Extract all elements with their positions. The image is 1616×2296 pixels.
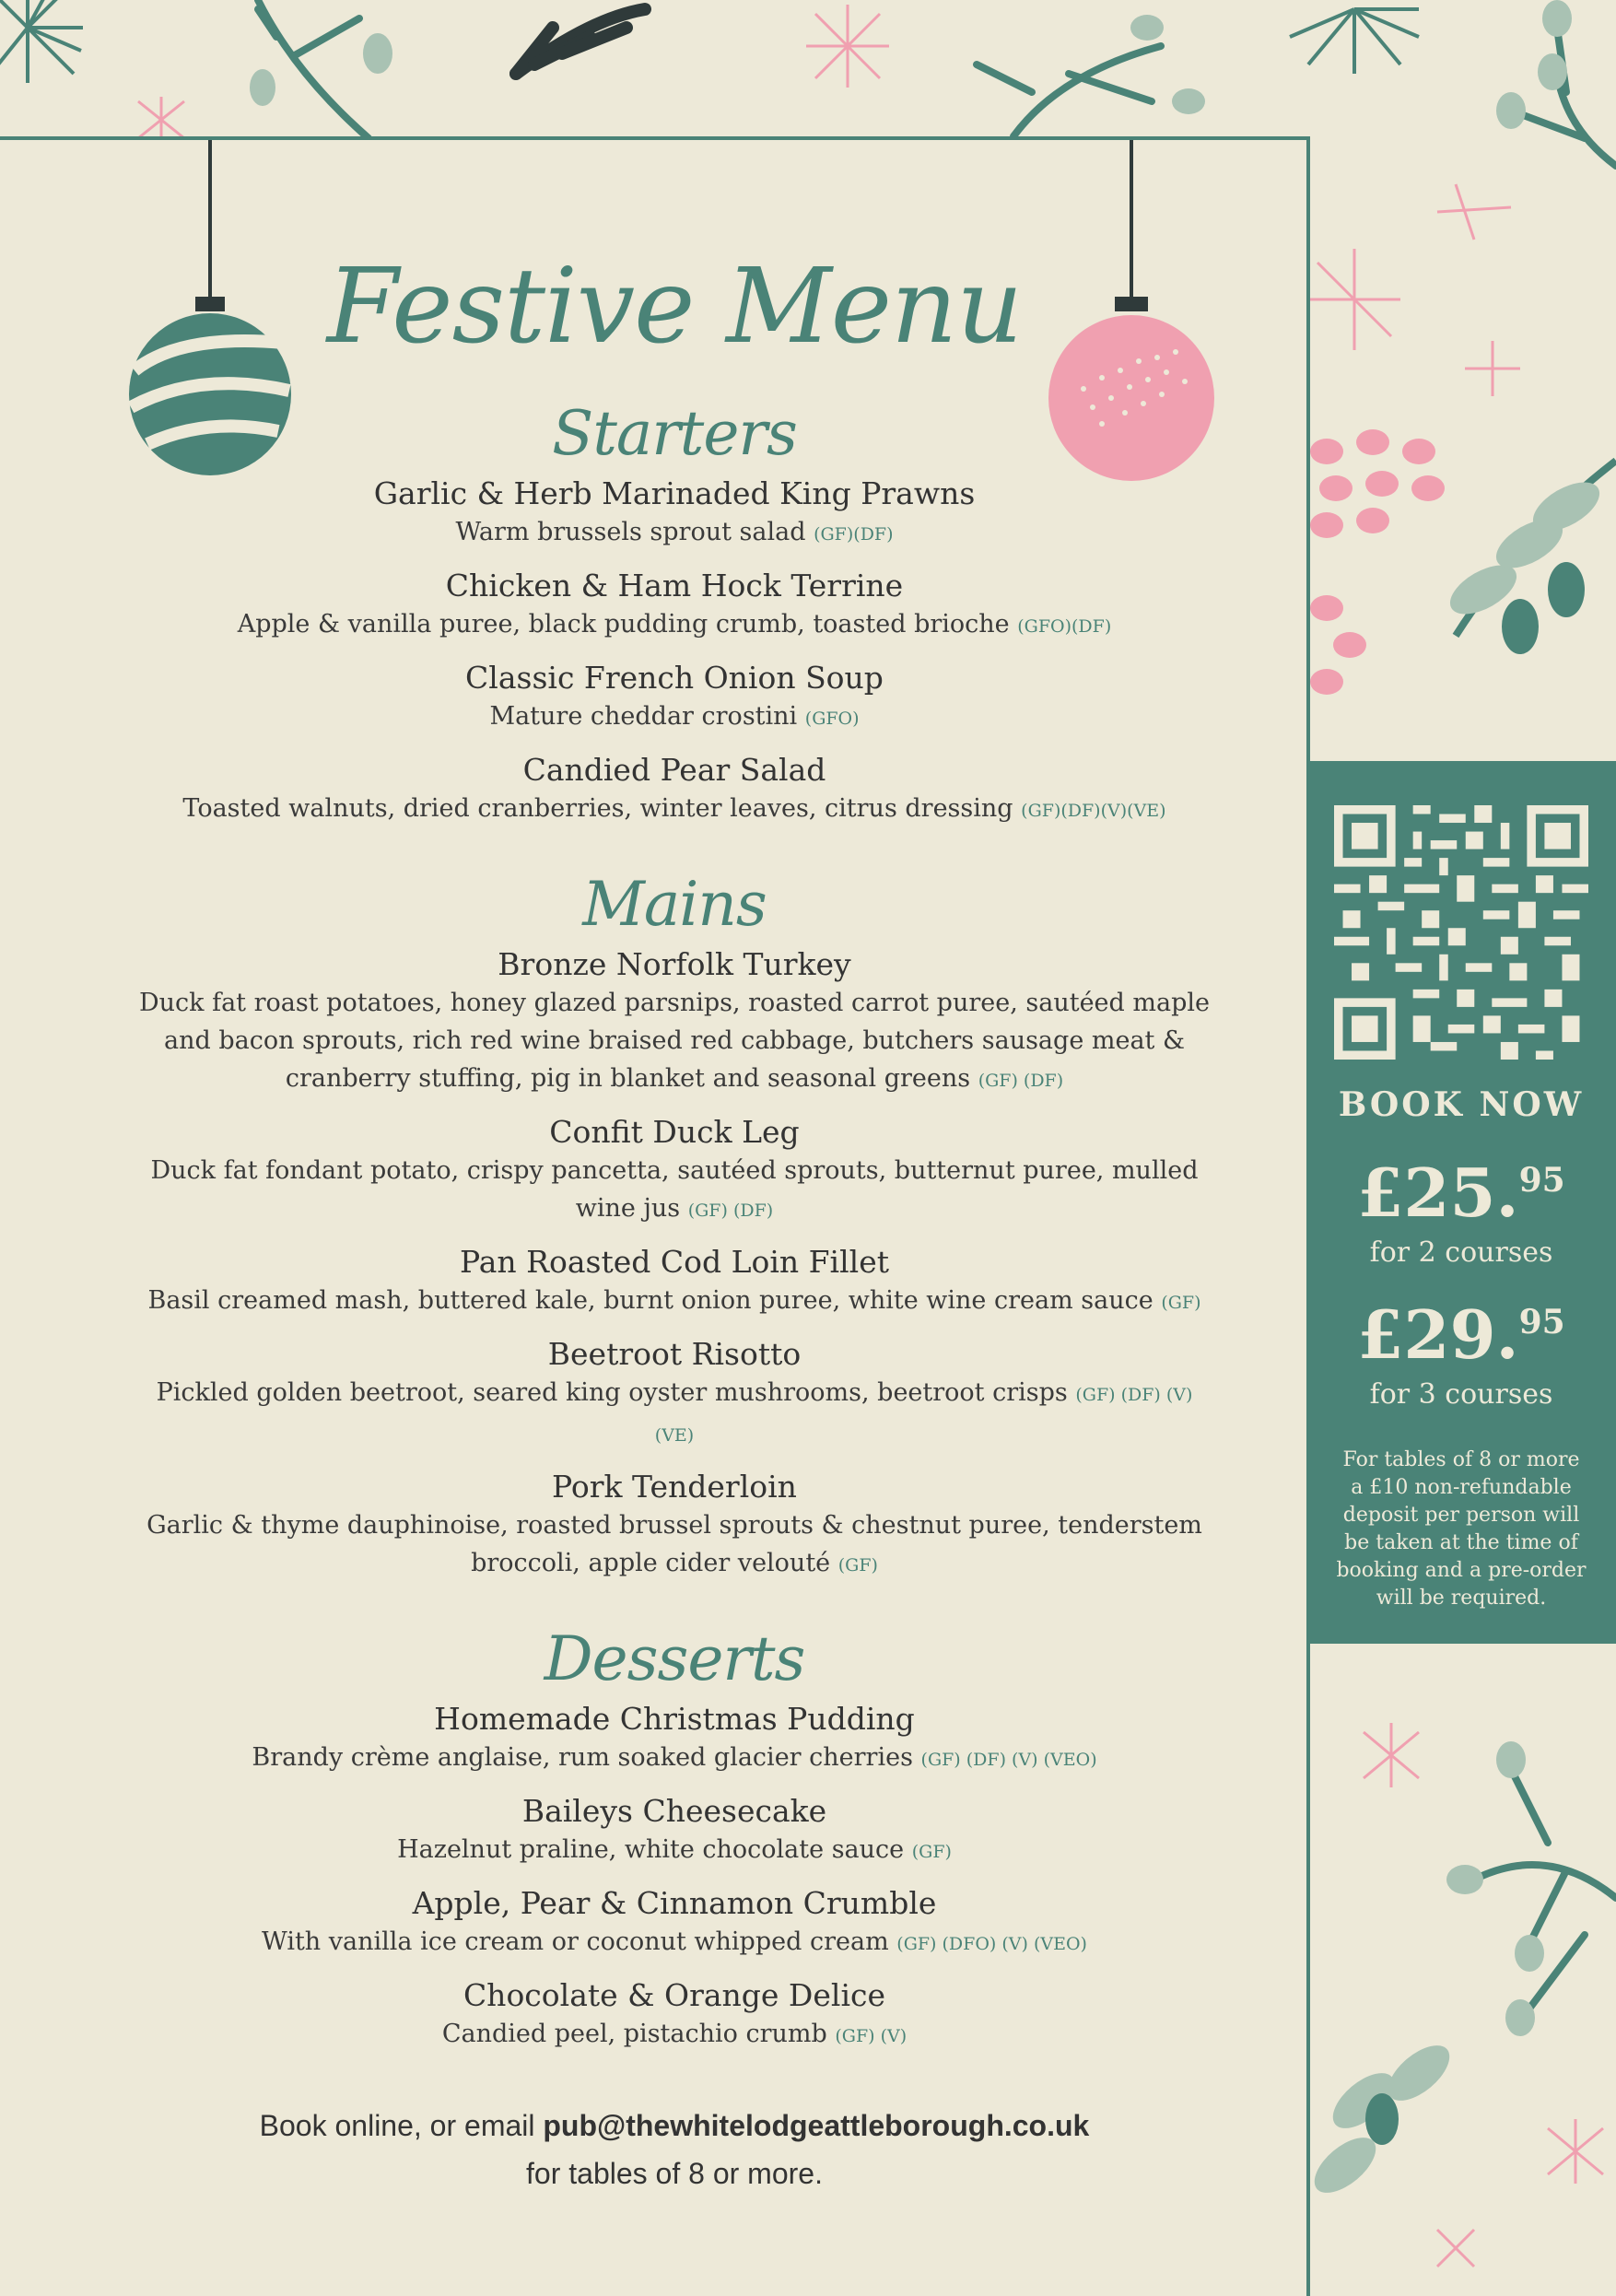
dish-description-text: Brandy crème anglaise, rum soaked glacier cherries — [252, 1743, 913, 1772]
dish-description-text: Garlic & thyme dauphinoise, roasted brussel sprouts & chestnut puree, tenderstem broccoli, apple cider velouté — [146, 1511, 1202, 1577]
dish-description — [111, 605, 1238, 646]
dish-name: Baileys Cheesecake — [521, 1793, 827, 1829]
menu-item — [111, 1884, 1238, 1963]
dietary-tags: (GF) — [911, 1842, 952, 1862]
three-courses-label: for 3 courses — [1369, 1378, 1553, 1411]
dietary-tags: (GF) (DFO) (V) (VEO) — [896, 1934, 1087, 1954]
price-two-pence: 95 — [1518, 1161, 1565, 1200]
dish-description — [111, 790, 1238, 830]
dish-description — [111, 1831, 1238, 1871]
dish-description-text: Basil creamed mash, buttered kale, burnt onion puree, white wine cream sauce — [147, 1286, 1153, 1315]
menu-sections — [111, 398, 1238, 2056]
price-three-main: £29. — [1357, 1295, 1519, 1374]
menu-section-desserts — [111, 1623, 1238, 2056]
pink-star-decoration — [806, 5, 889, 88]
dietary-tags: (GF) (DF) (V) (VEO) — [920, 1750, 1097, 1770]
bottom-leaf-decoration — [1306, 2035, 1459, 2203]
menu-item — [111, 1976, 1238, 2056]
menu-item — [111, 1792, 1238, 1871]
menu-item — [111, 1468, 1238, 1585]
dish-description-text: With vanilla ice cream or coconut whipped cream — [262, 1927, 889, 1956]
two-courses-label: for 2 courses — [1369, 1236, 1553, 1269]
dark-branch-decoration — [516, 9, 645, 74]
dish-name: Candied Pear Salad — [522, 752, 826, 788]
dish-description-text: Pickled golden beetroot, seared king oyster mushrooms, beetroot crisps — [156, 1378, 1068, 1407]
dish-name: Apple, Pear & Cinnamon Crumble — [412, 1885, 937, 1921]
footer-suffix: for tables of 8 or more. — [526, 2157, 823, 2190]
pink-berries-decoration — [1310, 429, 1445, 695]
dish-description-text: Toasted walnuts, dried cranberries, winter leaves, citrus dressing — [182, 794, 1013, 823]
email-link[interactable]: pub@thewhitelodgeattleborough.co.uk — [543, 2109, 1090, 2142]
dietary-tags: (GF) — [837, 1555, 878, 1576]
dish-description-text: Apple & vanilla puree, black pudding crumb, toasted brioche — [237, 610, 1010, 638]
dish-description-text: Warm brussels sprout salad — [455, 518, 806, 546]
dish-description — [111, 513, 1238, 554]
menu-item — [111, 1335, 1238, 1455]
dish-description-text: Duck fat fondant potato, crispy pancetta, sautéed sprouts, butternut puree, mulled wine jus — [150, 1156, 1199, 1223]
footer-prefix: Book online, or email — [259, 2109, 535, 2142]
dish-name: Pork Tenderloin — [552, 1469, 797, 1505]
menu-section-starters — [111, 398, 1238, 830]
qr-code-icon[interactable] — [1334, 805, 1588, 1060]
price-two-main: £25. — [1357, 1154, 1519, 1232]
menu-item — [111, 474, 1238, 554]
menu-item — [111, 567, 1238, 646]
dish-description — [111, 1923, 1238, 1963]
dish-description — [111, 697, 1238, 738]
dish-description — [111, 1152, 1238, 1230]
dish-name: Pan Roasted Cod Loin Fillet — [459, 1244, 890, 1280]
dietary-tags: (GF) (DF) — [978, 1071, 1064, 1091]
menu-item — [111, 1113, 1238, 1230]
dietary-tags: (GFO)(DF) — [1017, 616, 1112, 637]
price-three-pence: 95 — [1518, 1303, 1565, 1341]
menu-item — [111, 751, 1238, 830]
section-title: Mains — [582, 869, 767, 940]
dietary-tags: (GF) (DF) — [687, 1201, 774, 1221]
dish-description — [111, 1374, 1238, 1455]
branch-decoration — [258, 0, 369, 138]
page-title: Festive Menu — [326, 247, 1023, 367]
dish-name: Garlic & Herb Marinaded King Prawns — [373, 475, 976, 511]
dish-description — [111, 1282, 1238, 1322]
dish-name: Beetroot Risotto — [547, 1336, 802, 1372]
price-three-courses — [1306, 1295, 1616, 1374]
price-two-courses — [1306, 1154, 1616, 1232]
menu-item — [111, 1243, 1238, 1322]
dish-description-text: Duck fat roast potatoes, honey glazed parsnips, roasted carrot puree, sautéed maple and bacon sprouts, rich red wine braised red cabbage, butchers sausage meat & cranberry stuffing, pig in blanket and seasonal greens — [138, 989, 1210, 1093]
lower-branch-decoration — [1474, 1769, 1616, 2009]
menu-item — [111, 659, 1238, 738]
book-now-label[interactable]: BOOK NOW — [1338, 1085, 1585, 1124]
dish-description — [111, 2015, 1238, 2056]
section-title: Desserts — [544, 1623, 805, 1694]
dish-name: Confit Duck Leg — [549, 1114, 800, 1150]
dish-name: Homemade Christmas Pudding — [434, 1701, 915, 1737]
dietary-tags: (GF) — [1161, 1293, 1201, 1313]
dish-description — [111, 1739, 1238, 1779]
dish-description-text: Mature cheddar crostini — [489, 702, 798, 731]
dish-name: Bronze Norfolk Turkey — [498, 946, 851, 982]
dietary-tags: (GF)(DF) — [814, 524, 894, 545]
dietary-tags: (GFO) — [804, 709, 860, 729]
dish-description — [111, 984, 1238, 1100]
booking-panel — [1306, 761, 1616, 1644]
menu-section-mains — [111, 869, 1238, 1585]
dietary-tags: (GF) (V) — [835, 2026, 908, 2046]
booking-footer — [111, 2102, 1238, 2197]
dish-name: Chicken & Ham Hock Terrine — [445, 568, 904, 603]
menu-content — [111, 228, 1238, 2197]
pine-burst-decoration — [0, 0, 83, 83]
dish-name: Classic French Onion Soup — [465, 660, 884, 696]
dish-description — [111, 1506, 1238, 1585]
menu-item — [111, 945, 1238, 1100]
menu-item — [111, 1700, 1238, 1779]
dietary-tags: (GF)(DF)(V)(VE) — [1021, 801, 1166, 821]
section-title: Starters — [552, 398, 797, 469]
dish-description-text: Candied peel, pistachio crumb — [441, 2020, 827, 2048]
dish-name: Chocolate & Orange Delice — [463, 1977, 886, 2013]
leaf-branch-decoration — [1442, 461, 1616, 654]
dietary-tags: (GF) (DF) (V) (VE) — [654, 1385, 1193, 1446]
deposit-note: For tables of 8 or more a £10 non-refundable deposit per person will be taken at the time of booking and a pre-order will be required. — [1336, 1448, 1587, 1610]
dish-description-text: Hazelnut praline, white chocolate sauce — [397, 1835, 905, 1864]
